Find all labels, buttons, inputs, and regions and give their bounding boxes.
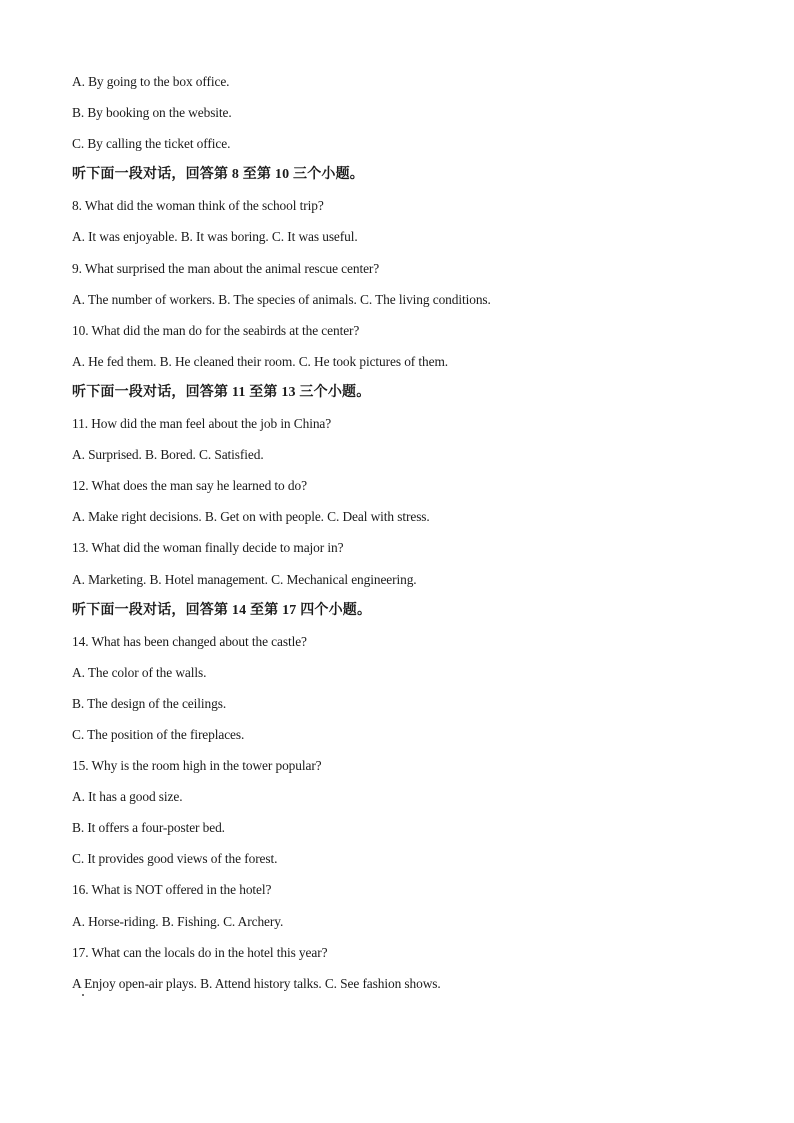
- option-line: A. By going to the box office.: [72, 74, 230, 89]
- section-heading: 听下面一段对话，回答第 8 至第 10 三个小题。: [72, 167, 364, 183]
- option-line: A. It has a good size.: [72, 789, 183, 805]
- option-line: A. It was enjoyable. B. It was boring. C. It was useful.: [72, 229, 358, 245]
- option-line: A Enjoy open-air plays. B. Attend history talks. C. See fashion shows.: [72, 975, 441, 991]
- option-line: A. He fed them. B. He cleaned their room. C. He took pictures of them.: [72, 353, 449, 369]
- question-line: 15. Why is the room high in the tower popular?: [72, 758, 322, 774]
- section-heading: 听下面一段对话，回答第 14 至第 17 四个小题。: [72, 602, 372, 618]
- option-line: A. The color of the walls.: [72, 664, 207, 680]
- question-line: 17. What can the locals do in the hotel this year?: [72, 944, 328, 960]
- section-heading: 听下面一段对话，回答第 11 至第 13 三个小题。: [72, 384, 371, 400]
- option-line: B. The design of the ceilings.: [72, 695, 227, 711]
- option-line: C. By calling the ticket office.: [72, 136, 231, 152]
- question-line: 8. What did the woman think of the school trip?: [72, 198, 324, 214]
- option-line: A. Horse-riding. B. Fishing. C. Archery.: [72, 913, 284, 929]
- question-line: 16. What is NOT offered in the hotel?: [72, 882, 272, 898]
- question-line: 14. What has been changed about the castle?: [72, 633, 307, 649]
- question-line: 9. What surprised the man about the animal rescue center?: [72, 260, 380, 276]
- option-line: A. The number of workers. B. The species of animals. C. The living conditions.: [72, 291, 491, 307]
- stray-dot: [82, 994, 84, 996]
- option-line: B. By booking on the website.: [72, 105, 232, 121]
- option-line: B. It offers a four-poster bed.: [72, 820, 225, 836]
- question-line: 13. What did the woman finally decide to major in?: [72, 540, 344, 556]
- option-line: A. Surprised. B. Bored. C. Satisfied.: [72, 447, 264, 463]
- option-line: A. Marketing. B. Hotel management. C. Mechanical engineering.: [72, 571, 417, 587]
- question-line: 10. What did the man do for the seabirds at the center?: [72, 322, 360, 338]
- question-line: 11. How did the man feel about the job in China?: [72, 416, 332, 432]
- option-line: A. Make right decisions. B. Get on with people. C. Deal with stress.: [72, 509, 430, 525]
- option-line: C. The position of the fireplaces.: [72, 726, 245, 742]
- question-line: 12. What does the man say he learned to do?: [72, 478, 307, 494]
- option-line: C. It provides good views of the forest.: [72, 851, 278, 867]
- exam-page: [72, 66, 732, 999]
